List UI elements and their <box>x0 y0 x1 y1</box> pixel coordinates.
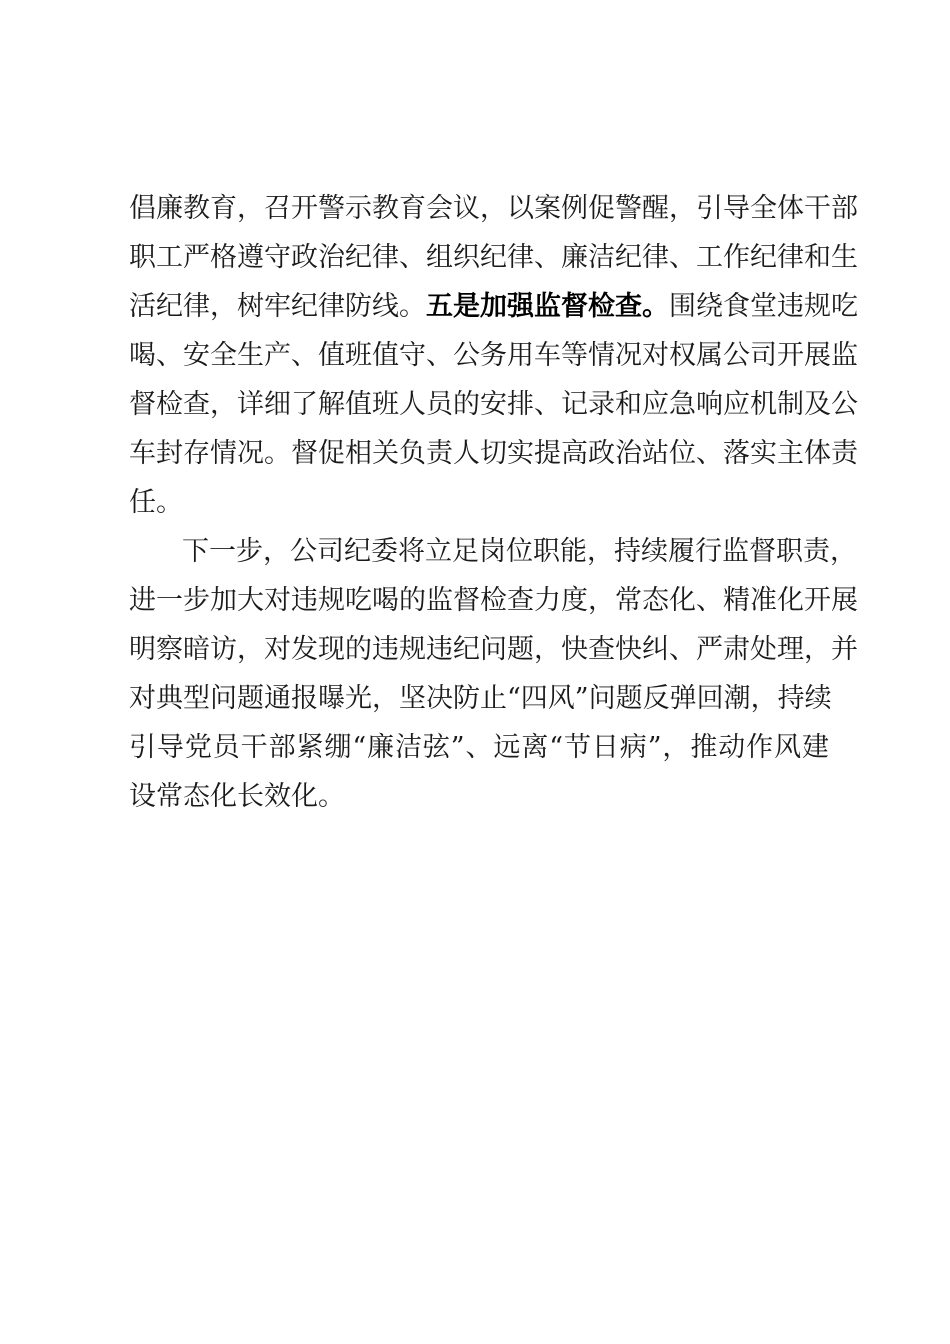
text-line: 下一步，公司纪委将立足岗位职能，持续履行监督职责， <box>182 536 857 567</box>
text-line: 喝、安全生产、值班值守、公务用车等情况对权属公司开展监 <box>129 340 858 371</box>
bold-subheading: 五是加强监督检查。 <box>426 291 669 322</box>
text-line: 职工严格遵守政治纪律、组织纪律、廉洁纪律、工作纪律和生 <box>129 242 858 273</box>
text-segment: 活纪律，树牢纪律防线。 <box>129 291 426 322</box>
text-line-with-heading <box>129 287 858 327</box>
text-line: 对典型问题通报曝光，坚决防止“四风”问题反弹回潮，持续 <box>129 683 832 714</box>
text-line: 设常态化长效化。 <box>129 781 345 812</box>
text-line: 明察暗访，对发现的违规违纪问题，快查快纠、严肃处理，并 <box>129 634 858 665</box>
text-line: 引导党员干部紧绷“廉洁弦”、远离“节日病”，推动作风建 <box>129 732 829 763</box>
text-line: 进一步加大对违规吃喝的监督检查力度，常态化、精准化开展 <box>129 585 858 616</box>
text-line: 督检查，详细了解值班人员的安排、记录和应急响应机制及公 <box>129 389 858 420</box>
text-line: 倡廉教育，召开警示教育会议，以案例促警醒，引导全体干部 <box>129 193 858 224</box>
text-segment: 围绕食堂违规吃 <box>669 291 858 322</box>
text-line: 任。 <box>129 487 183 518</box>
text-line: 车封存情况。督促相关负责人切实提高政治站位、落实主体责 <box>129 438 858 469</box>
